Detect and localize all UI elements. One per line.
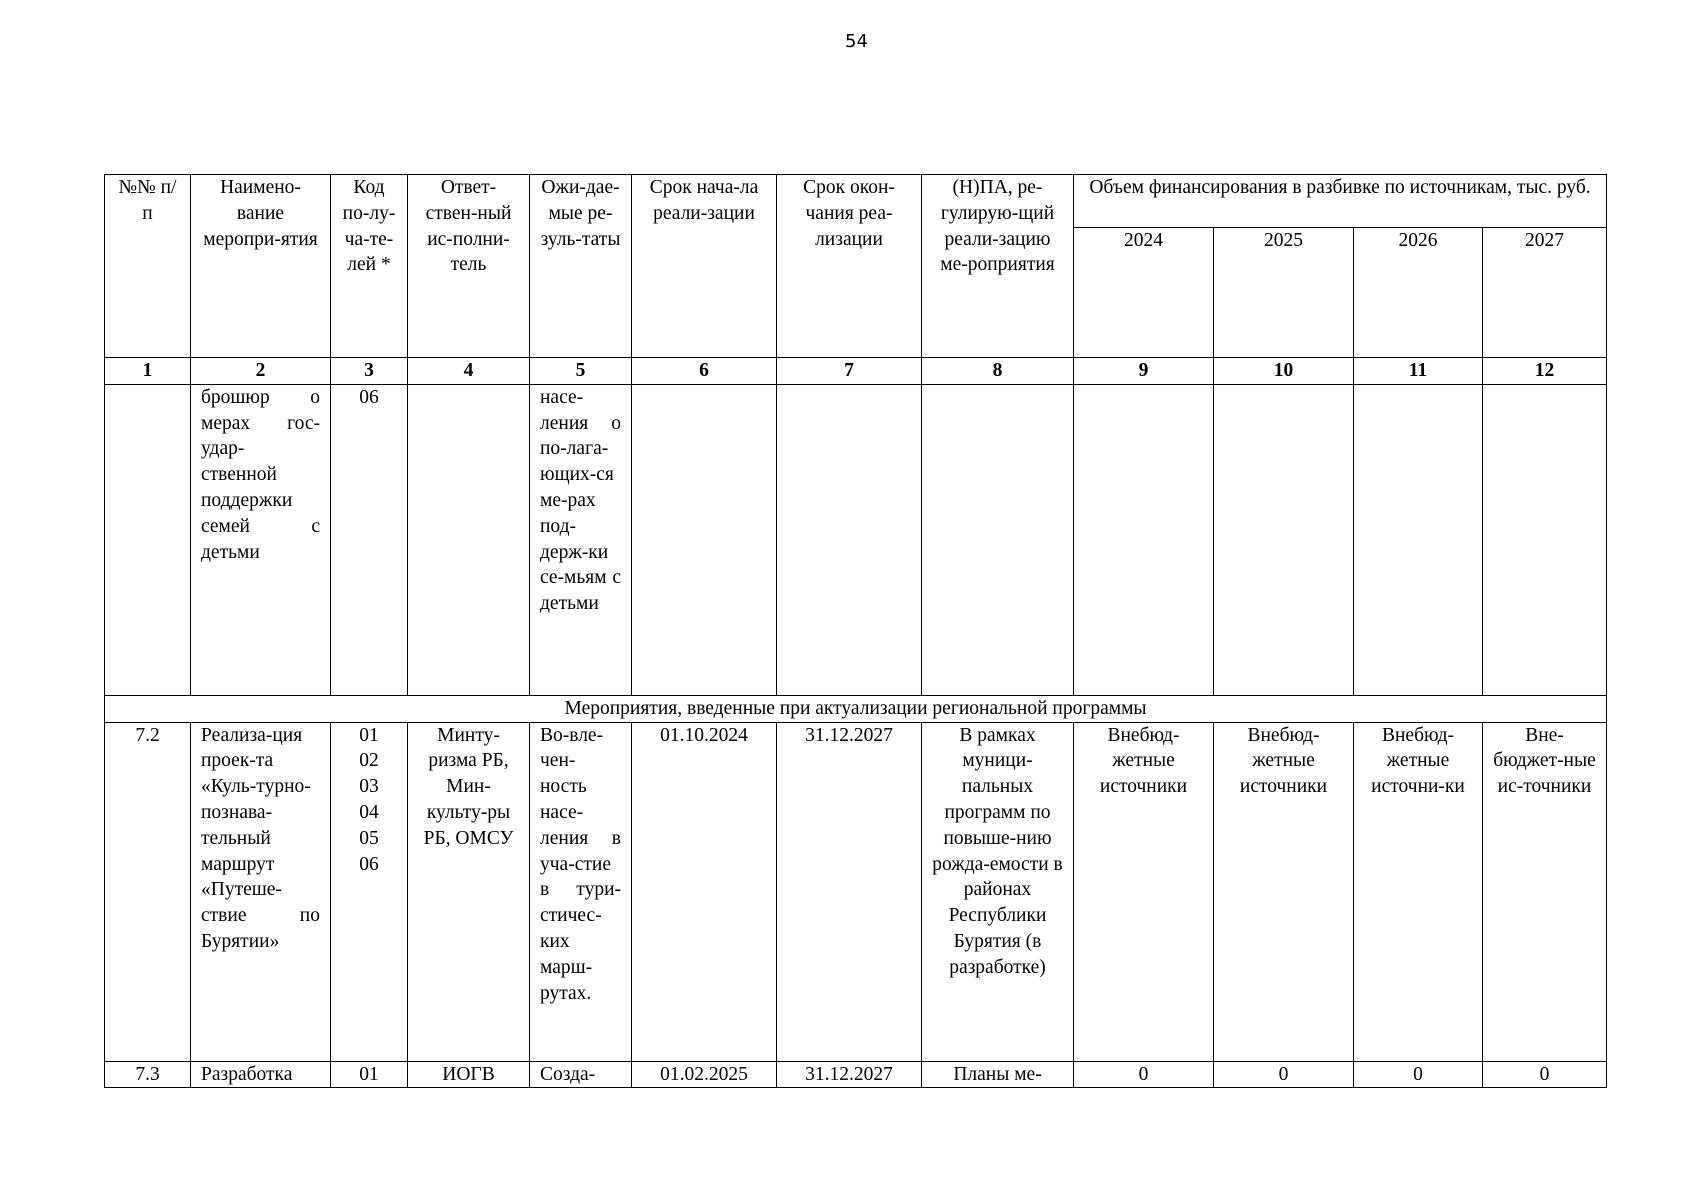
cell-executor: ИОГВ: [408, 1061, 530, 1088]
cell-fin-2024: [1074, 384, 1214, 695]
column-number-row: [105, 358, 1607, 385]
header-year-2025: 2025: [1214, 228, 1354, 358]
column-number: 2: [191, 358, 331, 385]
cell-executor: [408, 384, 530, 695]
cell-number: 7.2: [105, 722, 191, 1061]
column-number: 6: [632, 358, 777, 385]
cell-npa: Планы ме-: [922, 1061, 1074, 1088]
header-col-results: Ожи-дае-мые ре-зуль-таты: [530, 175, 632, 358]
cell-end: 31.12.2027: [777, 1061, 922, 1088]
cell-name: Реализа-ция проек-та «Куль-турно-познава-тельный маршрут «Путеше-ствие по Бурятии»: [191, 722, 331, 1061]
column-number: 5: [530, 358, 632, 385]
column-number: 11: [1354, 358, 1483, 385]
cell-fin-2026: [1354, 384, 1483, 695]
header-row: [105, 175, 1607, 228]
header-col-code: Код по-лу-ча-те-лей *: [331, 175, 408, 358]
program-table: [104, 174, 1607, 1088]
cell-results: насе-ления о по-лага-ющих-ся ме-рах под-держ-ки се-мьям с детьми: [530, 384, 632, 695]
cell-number: [105, 384, 191, 695]
header-col-name: Наимено-вание меропри-ятия: [191, 175, 331, 358]
cell-executor: Минту-ризма РБ, Мин-культу-ры РБ, ОМСУ: [408, 722, 530, 1061]
cell-npa: В рамках муници-пальных программ по повыше-нию рожда-емости в районах Республики Бурятия (в разработке): [922, 722, 1074, 1061]
header-col-number: №№ п/п: [105, 175, 191, 358]
cell-start: [632, 384, 777, 695]
cell-results: Созда-: [530, 1061, 632, 1088]
header-year-2027: 2027: [1483, 228, 1607, 358]
cell-code: 01: [331, 1061, 408, 1088]
column-number: 7: [777, 358, 922, 385]
cell-fin-2027: 0: [1483, 1061, 1607, 1088]
column-number: 1: [105, 358, 191, 385]
table-row-7-3: [105, 1061, 1607, 1088]
column-number: 3: [331, 358, 408, 385]
table-row-7-2: [105, 722, 1607, 1061]
cell-name: брошюр о мерах гос-удар-ственной поддержки семей с детьми: [191, 384, 331, 695]
header-year-2026: 2026: [1354, 228, 1483, 358]
codes-list: 01 02 03 04 05 06: [359, 724, 379, 875]
cell-fin-2027: [1483, 384, 1607, 695]
cell-start: 01.02.2025: [632, 1061, 777, 1088]
section-row: [105, 695, 1607, 722]
cell-npa: [922, 384, 1074, 695]
cell-start: 01.10.2024: [632, 722, 777, 1061]
cell-fin-2027: Вне-бюджет-ные ис-точники: [1483, 722, 1607, 1061]
header-financing: Объем финансирования в разбивке по источникам, тыс. руб.: [1074, 175, 1607, 228]
cell-fin-2026: 0: [1354, 1061, 1483, 1088]
table-row-continuation: [105, 384, 1607, 695]
column-number: 12: [1483, 358, 1607, 385]
column-number: 9: [1074, 358, 1214, 385]
header-col-npa: (Н)ПА, ре-гулирую-щий реали-зацию ме-роприятия: [922, 175, 1074, 358]
cell-fin-2025: Внебюд-жетные источники: [1214, 722, 1354, 1061]
cell-end: 31.12.2027: [777, 722, 922, 1061]
column-number: 10: [1214, 358, 1354, 385]
header-year-2024: 2024: [1074, 228, 1214, 358]
cell-fin-2025: [1214, 384, 1354, 695]
cell-fin-2024: 0: [1074, 1061, 1214, 1088]
cell-fin-2026: Внебюд-жетные источни-ки: [1354, 722, 1483, 1061]
header-col-end: Срок окон-чания реа-лизации: [777, 175, 922, 358]
header-col-executor: Ответ-ствен-ный ис-полни-тель: [408, 175, 530, 358]
page-number: 54: [845, 31, 868, 52]
column-number: 4: [408, 358, 530, 385]
cell-results: Во-вле-чен-ность насе-ления в уча-стие в тури-стичес-ких марш-рутах.: [530, 722, 632, 1061]
cell-name: Разработка: [191, 1061, 331, 1088]
header-col-start: Срок нача-ла реали-зации: [632, 175, 777, 358]
cell-fin-2024: Внебюд-жетные источники: [1074, 722, 1214, 1061]
cell-number: 7.3: [105, 1061, 191, 1088]
cell-fin-2025: 0: [1214, 1061, 1354, 1088]
cell-code: 06: [331, 384, 408, 695]
cell-end: [777, 384, 922, 695]
cell-codes: [331, 722, 408, 1061]
section-title: Мероприятия, введенные при актуализации региональной программы: [105, 695, 1607, 722]
column-number: 8: [922, 358, 1074, 385]
